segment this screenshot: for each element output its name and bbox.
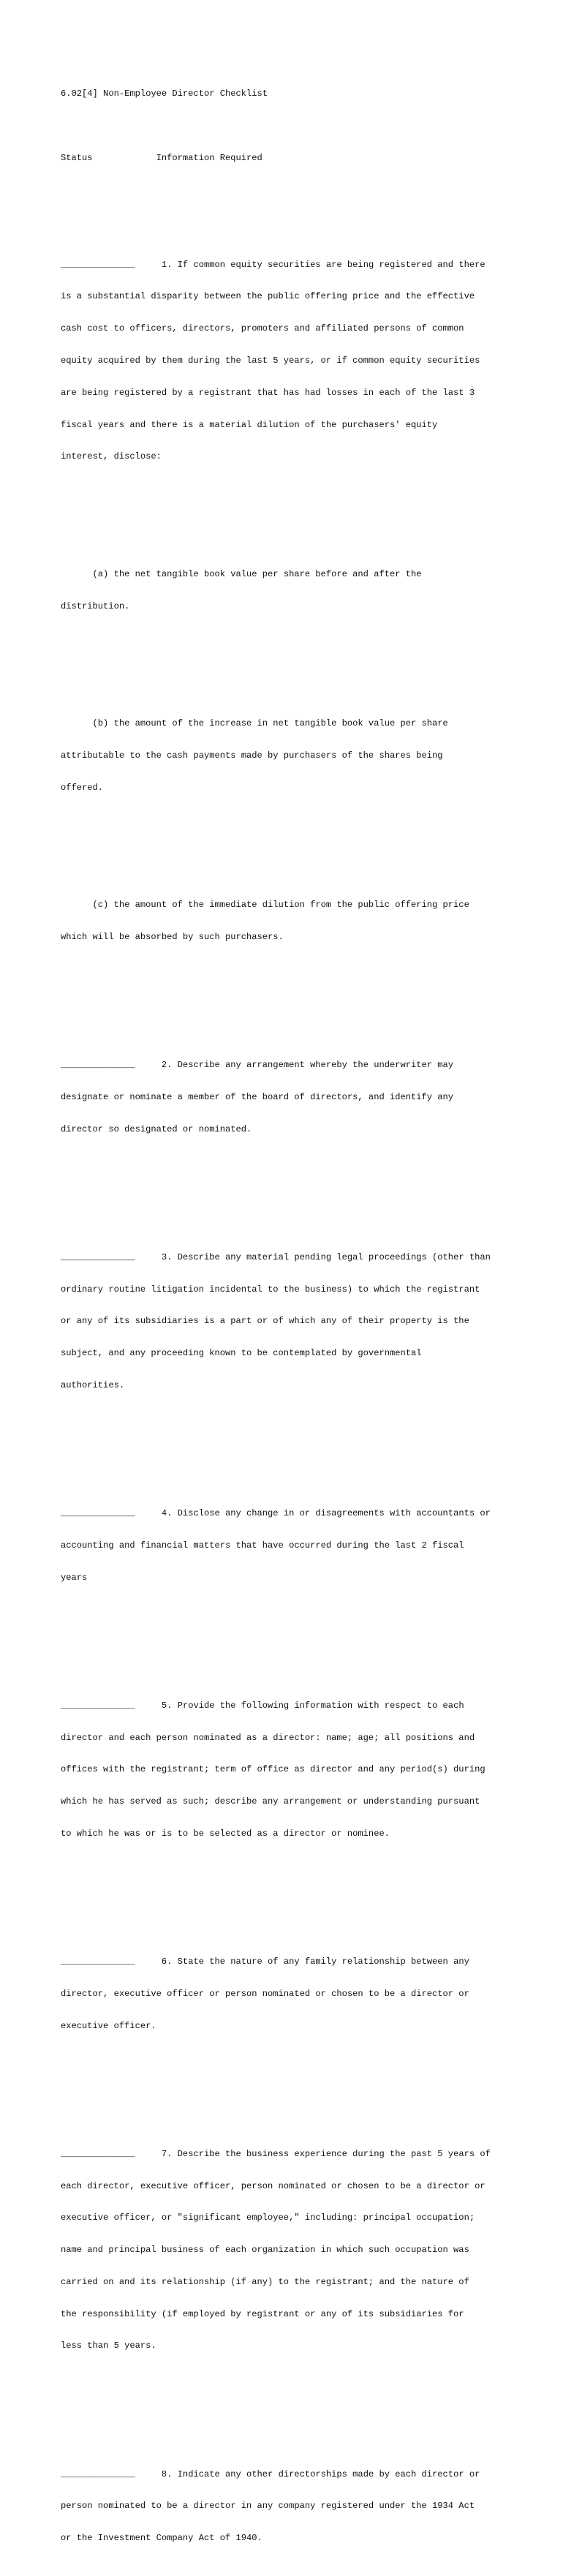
item-1: ______________ 1. If common equity securities are being registered and there is a substantial disparity between the public offering price and the effective cash cost to officers, directors, promoters and affiliated persons of common equity acquired by them during the last 5 years, or if common equity securities are being registered by a registrant that has had losses in each of the last 3 fiscal years and there is a material dilution of the purchasers' equity interest, disclose: (61, 259, 485, 462)
checklist-document (61, 67, 529, 2576)
column-headers (61, 153, 529, 164)
item-6: ______________ 6. State the nature of any family relationship between any director, executive officer or person nominated or chosen to be a director or executive officer. (61, 1957, 469, 2031)
item-3: ______________ 3. Describe any material pending legal proceedings (other than ordinary routine litigation incidental to the business) to which the registrant or any of its subsidiaries is a part or of which any of their property is the subject, and any proceeding known to be contemplated by governmental authorities. (61, 1251, 491, 1391)
subitem-b: (b) the amount of the increase in net tangible book value per share attributable to the cash payments made by purchasers of the shares being offered. (61, 718, 448, 793)
status-field-5[interactable]: ______________ (61, 1700, 135, 1711)
status-field-8[interactable]: ______________ (61, 2468, 135, 2479)
subitem-a: (a) the net tangible book value per share before and after the distribution. (61, 568, 422, 611)
info-header: Information Required (156, 152, 262, 163)
status-field-7[interactable]: ______________ (61, 2148, 135, 2159)
document-title: 6.02[4] Non-Employee Director Checklist (61, 88, 268, 99)
status-field-6[interactable]: ______________ (61, 1957, 135, 1967)
item-2: ______________ 2. Describe any arrangement whereby the underwriter may designate or nominate a member of the board of directors, and identify any director so designated or nominated. (61, 1060, 454, 1134)
status-field-1[interactable]: ______________ (61, 259, 135, 270)
status-header: Status (61, 152, 93, 163)
subitem-c: (c) the amount of the immediate dilution from the public offering price which will be absorbed by such purchasers. (61, 900, 469, 943)
item-8: ______________ 8. Indicate any other directorships made by each director or person nominated to be a director in any company registered under the 1934 Act or the Investment Company Act of 1940. (61, 2468, 480, 2544)
status-field-2[interactable]: ______________ (61, 1060, 135, 1071)
item-5: ______________ 5. Provide the following information with respect to each director and each person nominated as a director: name; age; all positions and offices with the registrant; term of office as director and any period(s) during which he has served as such; describe any arrangement or understanding pursuant to which he was or is to be selected as a director or nominee. (61, 1700, 485, 1839)
status-field-3[interactable]: ______________ (61, 1251, 135, 1262)
status-field-4[interactable]: ______________ (61, 1508, 135, 1519)
item-4: ______________ 4. Disclose any change in or disagreements with accountants or accounting and financial matters that have occurred during the last 2 fiscal years (61, 1508, 491, 1583)
item-7: ______________ 7. Describe the business experience during the past 5 years of each director, executive officer, person nominated or chosen to be a director or executive officer, or "significant employee," including: principal occupation; name and principal business of each organization in which such occupation was carried on and its relationship (if any) to the registrant; and the nature of the responsibility (if employed by registrant or any of its subsidiaries for less than 5 years. (61, 2148, 491, 2351)
